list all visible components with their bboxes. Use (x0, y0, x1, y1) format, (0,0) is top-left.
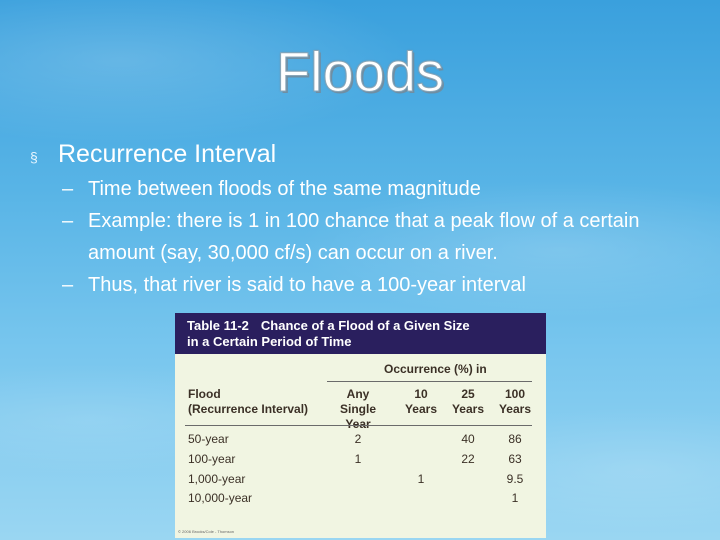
column-header-line1: Any (346, 387, 370, 401)
copyright-note: © 2006 Brooks/Cole - Thomson (178, 529, 235, 534)
column-header-line2: Years (498, 402, 532, 416)
slide-title: Floods (275, 40, 445, 103)
bullet-level1 (30, 138, 710, 173)
table-cell-25: 22 (461, 452, 475, 466)
table-cell-any: 1 (354, 452, 362, 466)
dash-icon: – (62, 210, 74, 232)
column-header-line1: 100 (504, 387, 526, 401)
dash-icon: – (62, 178, 74, 200)
column-header-10 (401, 387, 441, 417)
column-header-100 (496, 387, 534, 417)
table-cell-flood: 100-year (188, 452, 236, 466)
table-cell-100: 1 (511, 491, 519, 505)
table-cell-100: 86 (508, 432, 522, 446)
sub-bullet (62, 205, 710, 269)
sub-bullet (62, 173, 710, 205)
sub-bullet-text: Time between floods of the same magnitude (88, 178, 481, 200)
table-cell-flood: 50-year (188, 432, 229, 446)
table-cell-25: 40 (461, 432, 475, 446)
divider (327, 381, 532, 382)
table-header (175, 313, 546, 354)
bullet-marker-icon: § (30, 149, 38, 165)
table-cell-flood: 1,000-year (188, 472, 246, 486)
occurrence-header: Occurrence (%) in (384, 362, 487, 376)
dash-icon: – (62, 274, 74, 296)
column-header-line1: Flood (188, 387, 221, 401)
column-header-line2: Years (404, 402, 438, 416)
table-cell-10: 1 (417, 472, 425, 486)
flood-column-header (188, 387, 308, 417)
table-title-line1: Chance of a Flood of a Given Size (260, 318, 470, 333)
sub-bullet (62, 269, 710, 301)
column-header-25 (449, 387, 487, 417)
table-cell-any: 2 (354, 432, 362, 446)
table-cell-100: 9.5 (506, 472, 524, 486)
table-cell-flood: 10,000-year (188, 491, 253, 505)
table-cell-100: 63 (508, 452, 522, 466)
flood-chance-table (175, 313, 546, 538)
sub-bullet-text: Example: there is 1 in 100 chance that a peak flow of a certain amount (say, 30,000 cf/s) can occur on a river. (88, 210, 640, 264)
bullet-list (30, 138, 710, 301)
bullet-text: Recurrence Interval (58, 140, 277, 168)
table-number: Table 11-2 (187, 318, 249, 333)
table-title-line2: in a Certain Period of Time (187, 334, 352, 349)
column-header-line2: Years (451, 402, 485, 416)
column-header-line2: (Recurrence Interval) (188, 402, 309, 416)
divider (185, 425, 532, 426)
column-header-line1: 10 (414, 387, 428, 401)
column-header-line1: 25 (461, 387, 475, 401)
column-header-line2: Single Year (339, 402, 376, 431)
sub-bullet-text: Thus, that river is said to have a 100-year interval (88, 274, 526, 296)
